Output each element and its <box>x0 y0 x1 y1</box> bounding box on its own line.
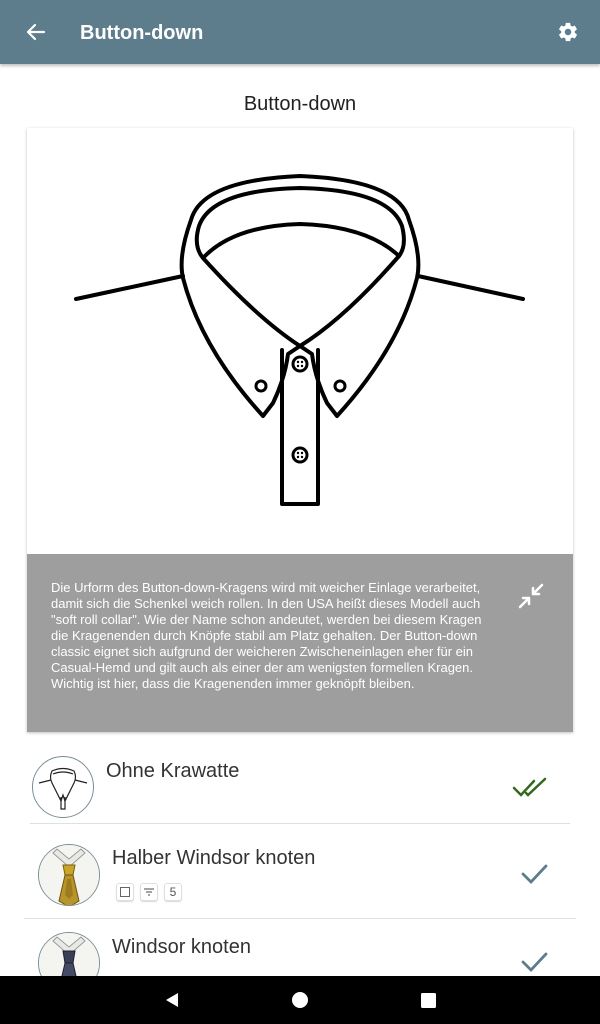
nav-back-icon[interactable] <box>160 988 184 1012</box>
list-item-halber-windsor[interactable] <box>24 836 576 918</box>
nav-home-icon[interactable] <box>288 988 312 1012</box>
shirt-collar-avatar <box>32 756 94 818</box>
app-bar-title: Button-down <box>80 22 204 44</box>
gear-icon[interactable] <box>554 18 582 46</box>
page-title: Button-down <box>243 93 357 115</box>
tie-knot-avatar <box>38 932 100 976</box>
list-item-label: Halber Windsor knoten <box>112 847 316 869</box>
divider <box>24 918 576 919</box>
tie-knot-avatar <box>38 844 100 906</box>
app-bar <box>0 0 600 64</box>
list-item-label: Ohne Krawatte <box>106 760 240 782</box>
check-icon <box>520 862 548 891</box>
knot-count-badge: 5 <box>164 883 182 901</box>
nav-recents-icon[interactable] <box>416 988 440 1012</box>
system-nav-bar <box>0 976 600 1024</box>
collar-illustration <box>27 128 573 554</box>
list-item-label: Windsor knoten <box>112 936 251 958</box>
knot-info-chips <box>116 883 182 901</box>
list-item-windsor[interactable] <box>24 926 576 976</box>
list-item-ohne-krawatte[interactable] <box>24 748 576 824</box>
square-icon <box>116 883 134 901</box>
collapse-icon[interactable] <box>517 582 545 610</box>
filter-icon <box>140 883 158 901</box>
description-panel <box>27 554 573 732</box>
check-icon <box>520 950 548 976</box>
collar-description: Die Urform des Button-down-Kragens wird mit weicher Einlage verarbeitet, damit sich die Schenkel weich rollen. In den USA heißt dieses Modell auch "soft roll collar". Wie der Name schon andeutet, werden bei diesem Kragen die Kragenenden durch Knöpfe stabil am Platz gehalten. Der Button-down classic eignet sich aufgrund der weicheren Zwischeneinlagen eher für ein Casual-Hemd und gilt auch als einer der am wenigsten formellen Kragen. Wichtig ist hier, dass die Kragenenden immer geknöpft bleiben. <box>51 580 482 691</box>
divider <box>30 823 570 824</box>
arrow-back-icon[interactable] <box>20 18 52 46</box>
double-check-icon <box>512 776 548 805</box>
collar-card <box>27 128 573 732</box>
